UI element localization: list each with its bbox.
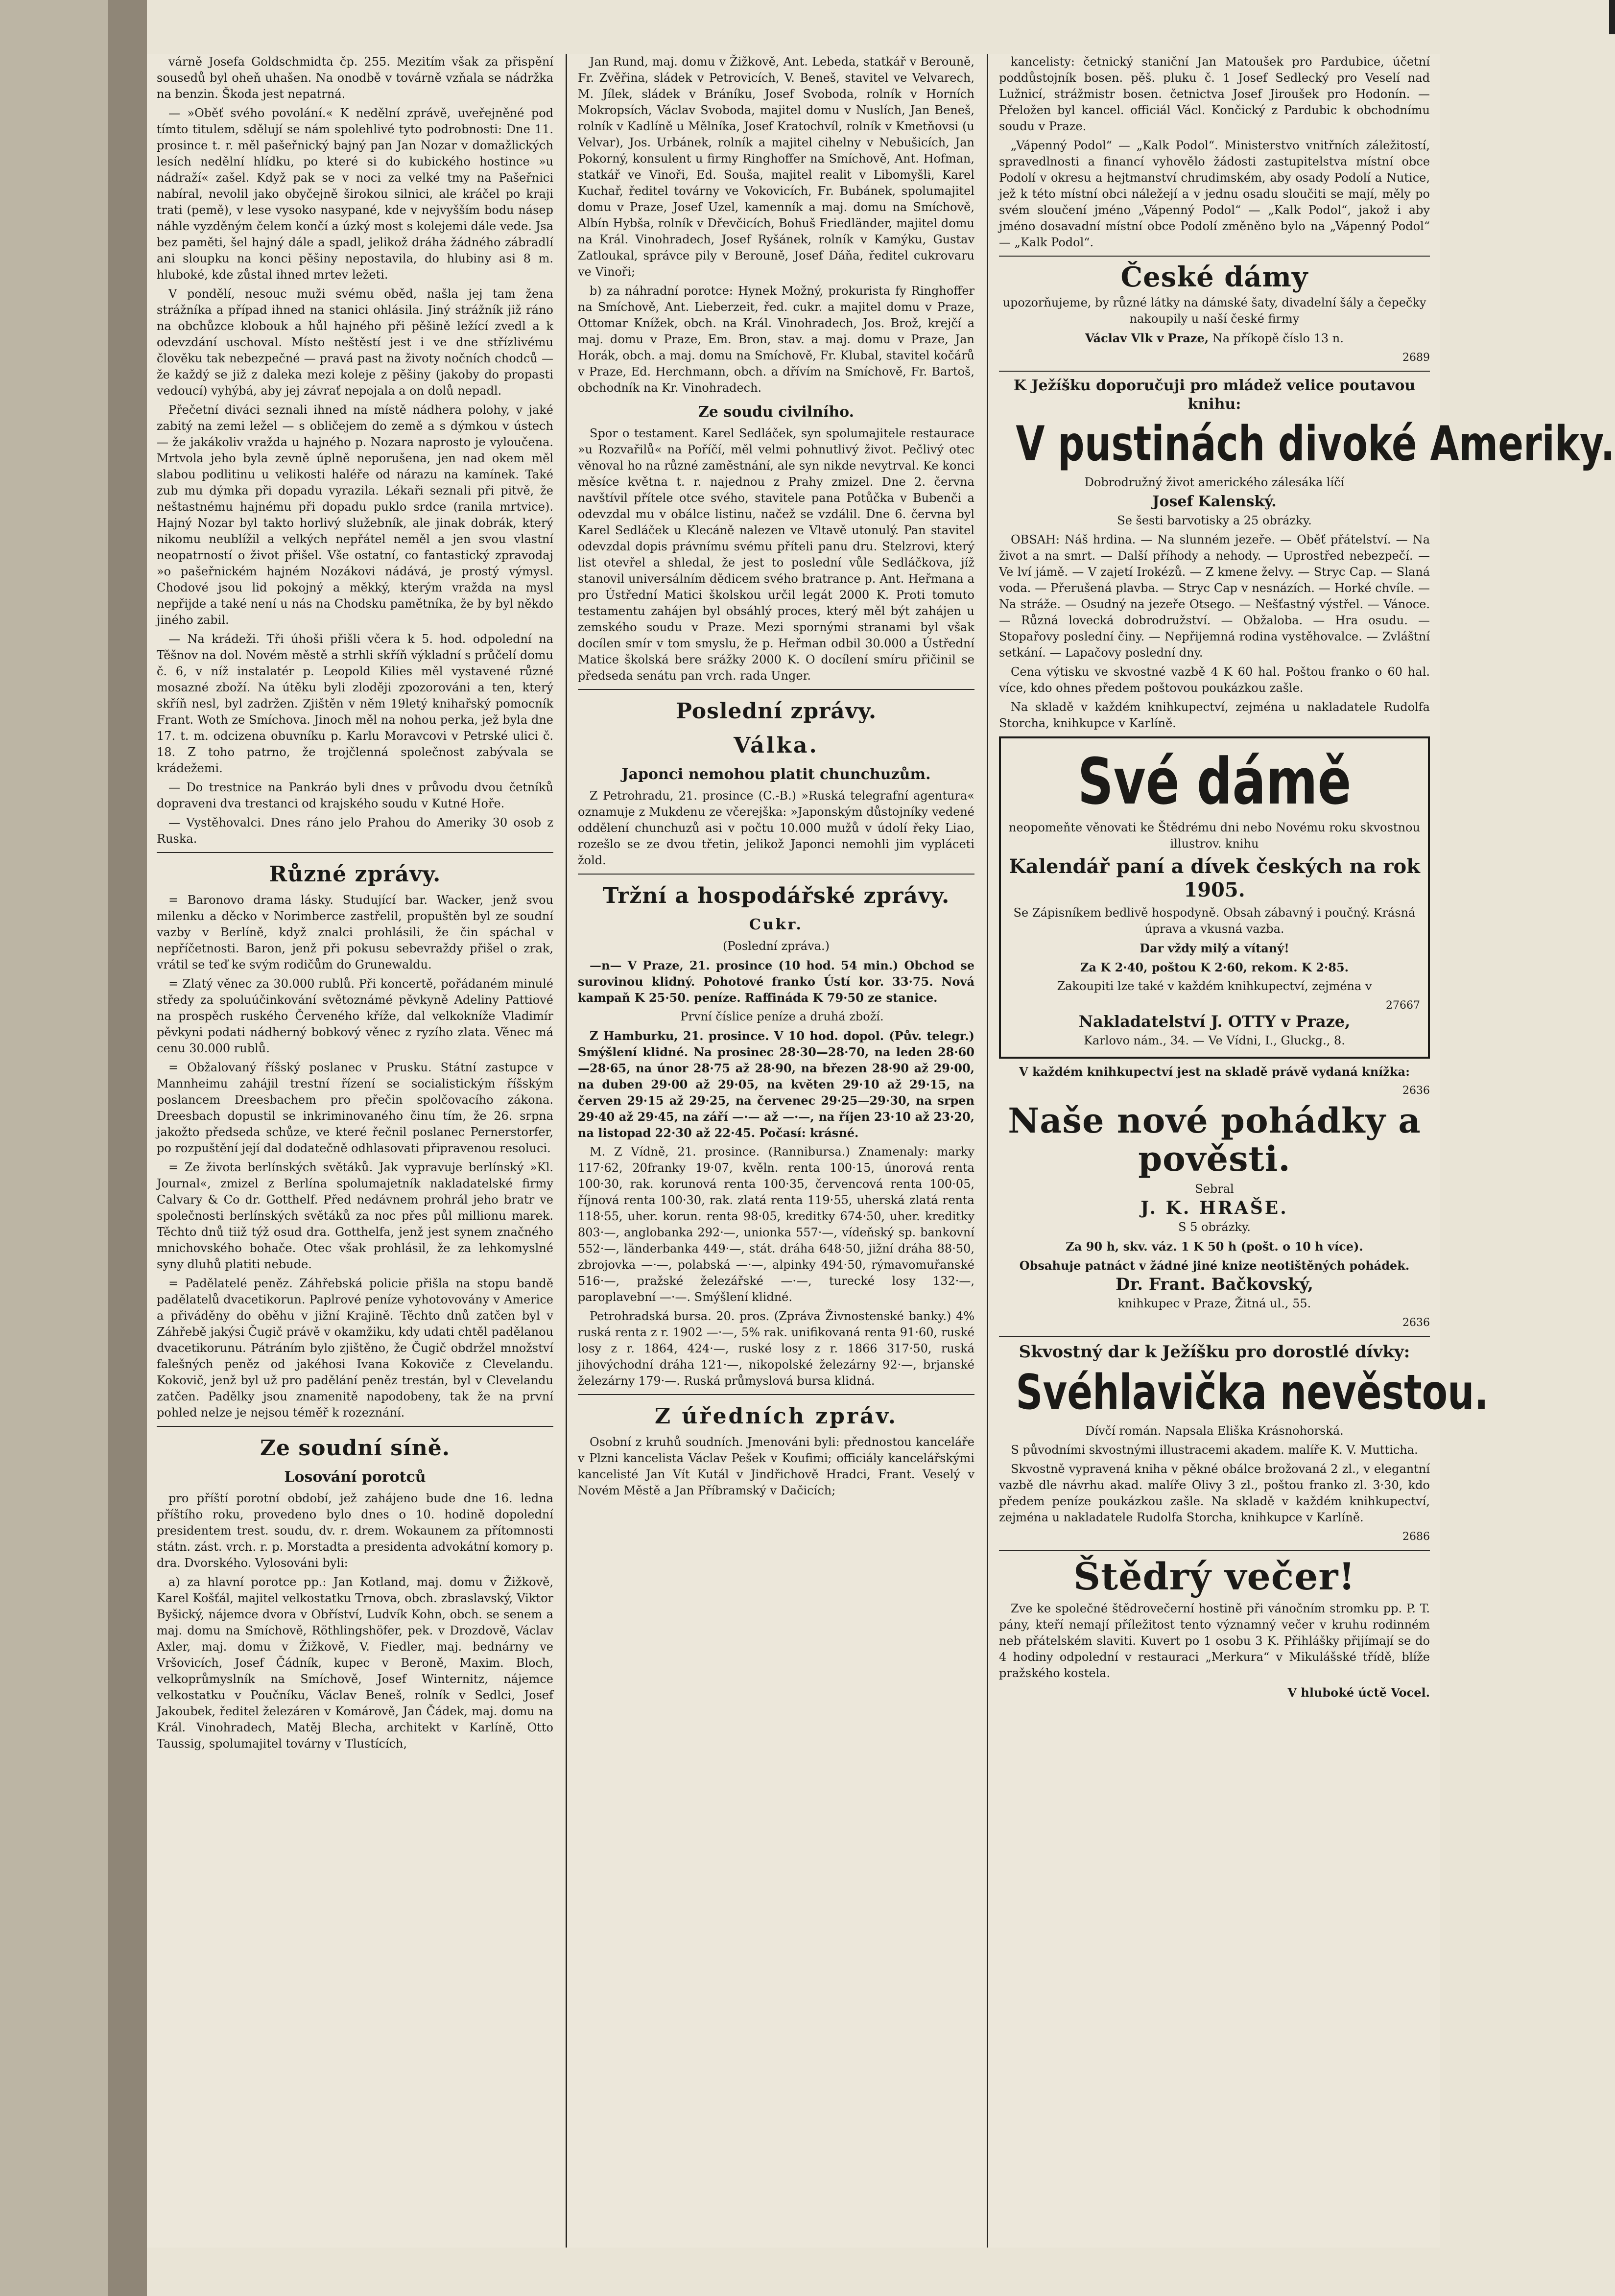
section-rule — [578, 689, 974, 690]
article-hamburk: Z Hamburku, 21. prosince. V 10 hod. dopol. (Pův. telegr.) Smýšlení klidné. Na prosinec 28·30—28·70, na leden 28·60—28·65, na únor 28·75 až 28·90, na březen 28·90 až 29·00, na duben 29·00 až 29·05, na květen 29·10 až 29·15, na červen 29·15 až 29·25, na červenec 29·25—29·30, na srpen 29·40 až 29·45, na září —·— až —·—, na říjen 23·10 až 23·20, na listopad 22·30 až 22·45. Počasí: krásné. — [578, 1029, 974, 1140]
book-binding — [0, 0, 147, 2296]
ad-number: 2689 — [1402, 352, 1430, 364]
ad-ceske-damy — [999, 261, 1430, 366]
ad-stedry-vecer — [999, 1556, 1430, 1701]
ad-pustiny-title: V pustinách divoké Ameriky. — [1016, 416, 1615, 472]
ad-sve-dame-gift: Dar vždy milý a vítaný! — [1140, 941, 1289, 955]
ad-svehlavicka-head: Skvostný dar k Ježíšku pro dorostlé dívky: — [1019, 1342, 1410, 1362]
heading-valka: Válka. — [734, 733, 819, 758]
article-fire: várně Josefa Goldschmidta čp. 255. Mezitím však za přispění sousedů byl oheň uhašen. Na onodbě v továrně vzňala se nádržka na benzin. Škoda jest nepatrná. — [157, 55, 553, 101]
article-nahradni: b) za náhradní porotce: Hynek Možný, prokurista fy Ringhoffer na Smíchově, Ant. Lieberzeit, řed. cukr. a majitel domu v Praze, Ottomar Knížek, obch. na Král. Vinohradech, Jos. Brož, krejčí a maj. domu v Praze, Em. Bron, stav. a maj. domu v Praze, Jan Horák, obch. a maj. domu na Smíchově, Fr. Klubal, stavitel kočárů v Praze, Ed. Herchmann, obch. a dřívím na Smíchově, Fr. Bartoš, obchodník na Kr. Vinohradech. — [578, 284, 974, 395]
article-testament: Spor o testament. Karel Sedláček, syn spolumajitele restaurace »u Rozvařilů« na Poříčí, měl velmi pohnutlivý život. Pečlivý otec věnoval ho na různé zaměstnání, ale syn nikde nevytrval. Ke konci měsíce května t. r. najednou z Prahy zmizel. Dne 2. června navštívil přítele otce svého, stavitele pana Potůčka v Bubenči a odevzdal mu v obálce listinu, načež se vzdálil. Dne 6. června byl Karel Sedláček u Klecáně nalezen ve Vltavě utonulý. Pan stavitel odevzdal dopis právnímu svému příteli panu dru. Stelzrovi, který list otevřel a shledal, že jest to poslední vůle Sedláčkova, jíž stanovil universálním dědicem svého bratrance p. Ant. Heřmana a pro Ústřední Matici školskou určil legát 2000 K. Proti tomuto testamentu zahájen byl obsáhlý proces, který měl být zahájen u zemského soudu v Praze. Mezi spornými stranami byl však docílen smír v tom smyslu, že p. Heřman odbil 30.000 a Ústřední Matice školská bere srážky 2000 K. O docílení smíru přičinil se předseda senátu pan vrch. rada Unger. — [578, 426, 974, 683]
ad-number: 2636 — [1402, 1085, 1430, 1097]
article-berlin: = Ze života berlínských světáků. Jak vypravuje berlínský »Kl. Journal«, zmizel z Berlína spolumajetník nakladatelské firmy Calvary & Co dr. Gotthelf. Před nedávnem prohrál jeho bratr ve společnosti berlínských světáků za noc přes půl millionu marek. Těchto dnů tiiž týž osud dra. Gotthelfa, jenž jest synem značného mnichovského bohače. Otec však prohlásil, že za lehkomyslné syny dluhů platiti nebude. — [157, 1160, 553, 1271]
ad-pustiny-head: K Ježíšku doporučuji pro mládež velice poutavou knihu: — [1013, 377, 1416, 413]
article-porotci-cont: Jan Rund, maj. domu v Žižkově, Ant. Lebeda, statkář v Berouně, Fr. Zvěřina, sládek v Petrovicích, V. Beneš, stavitel ve Velvarech, M. Jílek, sládek v Bráníku, Josef Svoboda, rolník v Horních Mokropsích, Václav Svoboda, majitel domu v Nuslích, Jan Beneš, rolník v Kadlíně u Mělníka, Josef Kratochvíl, rolník v Kmetňovsi (u Velvar), Jos. Urbánek, rolník a majitel cihelny v Nebušicích, Jan Pokorný, konsulent u firmy Ringhoffer na Smíchově, Ant. Hofman, statkář ve Vinoři, Ed. Souša, majitel realit v Libomyšli, Karel Kuchař, ředitel továrny ve Vokovicích, Fr. Bubánek, spolumajitel domu v Praze, Josef Uzel, kamenník a maj. domu na Smíchově, Albín Hybša, rolník v Dřevčicích, Bohuš Friedländer, majitel domu na Král. Vinohradech, Josef Ryšánek, rolník v Kamýku, Gustav Zatloukal, správce pily v Berouně, Josef Dáňa, ředitel cukrovaru ve Vinoři; — [578, 55, 974, 279]
column-1 — [157, 54, 553, 2248]
ad-sve-dame-price: Za K 2·40, poštou K 2·60, rekom. K 2·85. — [1080, 960, 1349, 974]
heading-japonci: Japonci nemohou platit chunchuzům. — [621, 766, 931, 783]
ad-ceske-damy-firm: Václav Vlk v Praze, — [1085, 331, 1209, 345]
ad-stedry-vecer-text: Zve ke společné štědrovečerní hostině při vánočním stromku pp. P. T. pány, kteří nemají příležitost tento významný večer v kruhu rodinném neb přátelském slaviti. Kuvert po 1 osobu 3 K. Přihlášky přijímají se do 4 hodiny odpolední v restauraci „Merkura“ v Mikulášské třídě, blíže pražského kostela. — [999, 1602, 1430, 1680]
article-padelatele: = Padělatelé peněz. Záhřebská policie přišla na stopu bandě padělatelů dvacetikorun. Paplrové peníze vyhotovovány v Americe a přiváděny do oběhu v jižní Krajině. Těchto dnů zatčen byl v Záhřebě jakýsi Čugič právě v okamžiku, kdy udati chtěl padělanou dvacetikorunu. Pátráním bylo zjištěno, že Čugič obdržel množství falešných peněz od jakéhosi Ivana Kokoviče z Clevelandu. Kokovič, jenž byl už pro padělání peněz trestán, byl v Clevelandu zatčen. Padělky jsou znamenitě napodobeny, tak že na první pohled nelze je nejsou téměř k rozeznání. — [157, 1277, 553, 1420]
cukr-subheading: (Poslední zpráva.) — [723, 939, 830, 953]
ad-pustiny-price: Cena výtisku ve skvostné vazbě 4 K 60 hal. Poštou franko o 60 hal. více, kdo ohnes předem poštovou poukázkou zašle. — [999, 665, 1430, 695]
article-osobni: Osobní z kruhů soudních. Jmenováni byli: přednostou kanceláře v Plzni kancelista Václav Pešek v Koufimi; officiály kancelářskými kancelisté Jan Vít Kutál v Jindřichově Hradci, Frant. Veselý v Novém Městě a Jan Příbramský v Dačicích; — [578, 1435, 974, 1497]
section-rule — [999, 256, 1430, 257]
heading-posledni-zpravy: Poslední zprávy. — [675, 699, 877, 724]
article-obet: — »Oběť svého povolání.« K nedělní zprávě, uveřejněné pod tímto titulem, sdělují se nám spolehlivé tyto podrobnosti: Dne 11. prosince t. r. měl pašeřnický bajný pan Jan Nozar v domažlických lesích nedělní hlídku, po které si do kubického hostince »u nádraží« zašel. Když pak se v noci za velké tmy na Pašeřnici nabíral, nevolil jako obyčejně širokou silnici, ale kráčel po kraji trati (pemě), v lese vysoko nasypané, kde v nejvyšším bodu násep náhle vyzděným čelem končí a úzký most s kolejemi dále vede. Jsa bez paměti, šel hajný dále a spadl, jelikož dráha žádného zábradlí ani sloupku na konci pěšiny nepostavila, do hlubiny asi 8 m. hluboké, kde zůstal ihned mrtev ležeti. — [157, 106, 553, 282]
article-vystehovalci: — Vystěhovalci. Dnes ráno jelo Prahou do Ameriky 30 osob z Ruska. — [157, 816, 553, 846]
article-poslanec: = Obžalovaný říšský poslanec v Prusku. Státní zastupce v Mannheimu zahájil trestní řízení se socialistickým říšským poslancem Dreesbachem pro přečin spolčovacího zákona. Dreesbach dopustil se inkriminovaného činu tím, že 26. srpna jakožto předseda schůze, ve které řečnil poslanec Pernerstorfer, po rozpuštění její dal dodatečně odhlasovati připravenou resoluci. — [157, 1061, 553, 1155]
ad-svehlavicka-text: Skvostně vypravená kniha v pěkné obálce brožovaná 2 zl., v elegantní vazbě dle návrhu akad. malíře Olivy 3 zl., poštou franko zl. 3·30, kdo předem peníze poukázkou zašle. Na skladě v každém knihkupectví, zejména u nakladatele Rudolfa Storcha, knihkupce v Karlíně. — [999, 1462, 1430, 1524]
ad-pustiny — [999, 377, 1615, 732]
ad-svehlavicka-sub: Dívčí román. Napsala Eliška Krásnohorská. — [1085, 1424, 1344, 1438]
ad-number: 2636 — [1402, 1317, 1430, 1329]
section-rule — [157, 1426, 553, 1427]
ad-pohadky-content: Obsahuje patnáct v žádné jiné knize neotištěných pohádek. — [1019, 1258, 1410, 1273]
ad-pustiny-author: Josef Kalenský. — [1152, 493, 1277, 510]
article-porotci: a) za hlavní porotce pp.: Jan Kotland, maj. domu v Žižkově, Karel Košťál, majitel velkostatku Trnova, obch. zbraslavský, Viktor Byšický, nájemce dvora v Obříství, Ludvík Kohn, obch. se senem a maj. domu na Smíchově, Röthlingshöfer, pek. v Drozdově, Václav Axler, maj. domu v Žižkově, V. Fiedler, maj. bednárny ve Vršovicích, Josef Čádník, kupec v Beroně, Maxim. Bloch, velkoprůmyslník na Smíchově, Josef Winternitz, nájemce velkostatku v Poučníku, Václav Beneš, rolník v Sedlci, Josef Jakoubek, ředitel železáren v Komárově, Jan Čádek, maj. domu na Král. Vinohradech, Matěj Blecha, architekt v Karlíně, Otto Taussig, spolumajitel továrny v Tlustících, — [157, 1575, 553, 1751]
article-obet-cont: V pondělí, nesouc muži svému oběd, našla jej tam žena strážníka a případ ihned na stanici ohlásila. Jiný strážník již ráno na obchůzce klobouk a hůl hajného při pěšině ležící zvedl a k odevzdání uschoval. Místo neštěstí jest i ve dne střízlivému člověku tak nebezpečné — pravá past na životy nočních chodců — že každý se již z daleka mezi koleje z pěšiny (jakoby do propasti vedoucí) vyhýbá, aby jej závrať nepojala a on dolů nepadl. — [157, 287, 553, 398]
ad-pohadky-head: V každém knihkupectví jest na skladě právě vydaná knížka: — [1019, 1065, 1410, 1079]
ad-pohadky — [999, 1064, 1430, 1331]
heading-civilni: Ze soudu civilního. — [698, 403, 855, 421]
article-petrohrad: Z Petrohradu, 21. prosince (C.-B.) »Ruská telegrafní agentura« oznamuje z Mukdenu ze včerejška: »Japonským důstojníky vedené oddělení chunchuzů asi v počtu 10.000 mužů v údolí řeky Liao, rozešlo se ze dvou třetin, jelikož Japonci nemohli jim vypláceti žold. — [578, 789, 974, 867]
article-cukr-praha: —n— V Praze, 21. prosince (10 hod. 54 min.) Obchod se surovinou klidný. Pohotové franko Ústí kor. 33·75. Nová kampaň K 25·50. peníze. Raffináda K 79·50 ze stanice. — [578, 958, 974, 1005]
ad-ceske-damy-text: upozorňujeme, by různé látky na dámské šaty, divadelní šály a čepečky nakoupily u naší české firmy — [1002, 296, 1426, 326]
ad-pohadky-author: J. K. HRAŠE. — [1140, 1198, 1288, 1218]
article-baron: = Baronovo drama lásky. Studující bar. Wacker, jenž svou milenku a děcko v Norimberce zastřelil, propuštěn byl ze soudní vazby v Berlíně, když znalci prohlásili, že čin spáchal v nepříčetnosti. Baron, jenž při pokusu sebevraždy přišel o zrak, vrátil se teď ke svým rodičům do Grunewaldu. — [157, 893, 553, 971]
heading-uradnich: Z úředních zpráv. — [654, 1404, 898, 1429]
ad-stedry-vecer-sign: V hluboké úctě Vocel. — [1287, 1685, 1430, 1700]
article-viden: M. Z Vídně, 21. prosince. (Rannibursa.) Znamenaly: marky 117·62, 20franky 19·07, kvěln. renta 100·15, únorová renta 100·30, rak. korunová renta 100·35, červencová renta 100·05, říjnová renta 100·30, rak. zlatá renta 119·55, uherská zlatá renta 118·55, uher. korun. renta 98·05, kreditky 674·50, uher. kreditky 803·—, anglobanka 292·—, unionka 557·—, vídeňský sp. bankovní 552·—, länderbanka 449·—, stát. dráha 648·50, jižní dráha 88·50, zbrojovka —·—, polabská —·—, alpinky 494·50, rýmavomuřanské 516·—, pražské železářské —·—, turecké losy 132·—, paroplavební —·—. Smýšlení klidné. — [578, 1145, 974, 1304]
binding-shadow — [108, 0, 147, 2296]
ad-sve-dame-text2: Se Zápisníkem bedlivě hospodyně. Obsah zábavný i poučný. Krásná úprava a vkusná vazba. — [1013, 906, 1416, 936]
article-pankrac: — Do trestnice na Pankráo byli dnes v průvodu dvou četníků dopraveni dva trestanci od krajského soudu v Kutné Hoře. — [157, 781, 553, 810]
heading-ruzne-zpravy: Různé zprávy. — [269, 862, 441, 887]
article-kradez: — Na krádeži. Tři úhoši přišli včera k 5. hod. odpolední na Těšnov na dol. Novém městě a strhli skříň výkladní s průčelí domu č. 6, v níž instalatér p. Leopold Kilies měl vystavené různé mosazné zboží. Na útěku byli zloději zpozorováni a ten, který skříň nesl, byl zadržen. Zjištěn v něm 19letý knihařský pomocník Frant. Woth ze Smíchova. Jinoch měl na nohou perka, jež byla dne 17. t. m. odcizena obuvníku p. Karlu Moravcovi v Petrské ulici č. 18. Z toho patrno, že trojčlenná společnost zabývala se krádežemi. — [157, 632, 553, 775]
column-3 — [999, 54, 1615, 2248]
ad-svehlavicka-ill: S původními skvostnými illustracemi akadem. malíře K. V. Mutticha. — [1011, 1443, 1418, 1457]
column-2 — [578, 54, 974, 2248]
ad-ceske-damy-addr: Na příkopě číslo 13 n. — [1212, 331, 1344, 345]
article-losovani: pro příští porotní období, jež zahájeno bude dne 16. ledna příštího roku, provedeno bylo dnes o 10. hodině dopolední presidentem trest. soudu, dv. r. drem. Wokaunem za přítomnosti státn. zást. vrch. r. p. Morstadta a presidenta advokátní komory p. dra. Dvorského. Vylosováni byli: — [157, 1491, 553, 1570]
ad-pohadky-sebral: Sebral — [1195, 1182, 1234, 1196]
ad-number: 2686 — [1402, 1531, 1430, 1543]
ad-svehlavicka — [999, 1342, 1489, 1545]
ad-pohadky-title: Naše nové pohádky a pověsti. — [1008, 1100, 1421, 1179]
article-vapenny-podol: „Vápenný Podol“ — „Kalk Podol“. Ministerstvo vnitřních záležitostí, spravedlnosti a financí vyhovělo žádosti zastupitelstva místní obce Podolí v okresu a hejtmanství chrudimském, aby osady Podolí a Nutice, jež k této místní obci náležejí a v jednu osadu sloučiti se mají, měly po svém sloučení jméno „Vápenný Podol“ — „Kalk Podol“, jakož i aby jméno dosavadní místní obce Podolí změněno bylo na „Vápenný Podol“ — „Kalk Podol“. — [999, 139, 1430, 249]
ad-pohadky-pics: S 5 obrázky. — [1178, 1220, 1251, 1234]
section-rule — [578, 1394, 974, 1395]
ad-pohadky-pubaddr: knihkupec v Praze, Žitná ul., 55. — [1117, 1297, 1311, 1310]
ad-pohadky-publisher: Dr. Frant. Bačkovský, — [1115, 1275, 1314, 1294]
ad-sve-dame-calendar: Kalendář paní a dívek českých na rok 1905. — [1009, 855, 1420, 901]
newspaper-page — [147, 54, 1615, 2248]
ad-pustiny-sub: Dobrodružný život amerického zálesáka líčí — [1084, 475, 1345, 489]
ad-sve-dame-publisher: Nakladatelství J. OTTY v Praze, — [1078, 1012, 1351, 1031]
article-obet-cont2: Přečetní diváci seznali ihned na místě nádhera polohy, v jaké zabitý na zemi ležel — s obličejem do země a s dýmkou v ústech — že jakákoliv vražda u hajného p. Nozara naprosto je vyloučena. Mrtvola jeho byla zevně úplně neporušena, jen nad okem měl slabou podlitinu u velikosti haléře od nárazu na kamínek. Také zub mu dýmka při dopadu vyrazila. Lékaři seznali při pitvě, že neštastnému hajnému při dopadu puklo srdce (ranila mrtvice). Hajný Nozar byl takto horlivý služebník, ale jinak dobrák, který nikomu neublížil a velkých nepřátel neměl a jen svou vlastní neopatrností o život přišel. Vše ostatní, co fantastický zpravodaj »o pašeřnickém hajném Nozákovi nádává, je prostý výmysl. Chodové jsou lid pokojný a měkký, kterým vražda na mysl nepřijde a také není u nás na Chodsku pamětníka, že by byl někdo jiného zabil. — [157, 403, 553, 627]
column-rule — [987, 54, 988, 2248]
ad-ceske-damy-title: České dámy — [1120, 261, 1308, 293]
section-rule — [999, 1336, 1430, 1337]
ad-pohadky-price: Za 90 h, skv. váz. 1 K 50 h (pošt. o 10 h více). — [1066, 1239, 1363, 1254]
page-corner-mark — [1609, 0, 1615, 34]
ad-number: 27667 — [1386, 999, 1420, 1012]
ad-sve-dame — [999, 736, 1430, 1059]
ad-sve-dame-addr: Karlovo nám., 34. — Ve Vídni, I., Gluckg., 8. — [1084, 1034, 1345, 1047]
section-rule — [157, 852, 553, 853]
article-petrohrad-bursa: Petrohradská bursa. 20. pros. (Zpráva Živnostenské banky.) 4% ruská renta z r. 1902 —·—, 5% rak. unifikovaná renta 91·60, ruské losy z r. 1864, 424·—, ruské losy z r. 1866 317·50, ruská jihovýchodní dráha 121·—, nikopolské železárny 92·—, brjanské železárny 179·—. Ruská průmyslová bursa klidná. — [578, 1309, 974, 1388]
ad-svehlavicka-title: Svéhlavička nevěstou. — [1016, 1365, 1489, 1420]
heading-cukr: Cukr. — [749, 916, 803, 933]
ad-sve-dame-order: Zakoupiti lze také v každém knihkupectví, zejména v — [1057, 979, 1372, 993]
ad-pustiny-obsah: OBSAH: Náš hrdina. — Na slunném jezeře. — Oběť přátelství. — Na život a na smrt. — Další příhody a nehody. — Uprostřed nebezpečí. — Ve lví jámě. — V zajetí Irokézů. — Z kmene želvy. — Stryc Cap. — Slaná voda. — Přerušená plavba. — Stryc Cap v nesnázích. — Horké chvíle. — Na stráže. — Osudný na jezeře Otsego. — Nešťastný výstřel. — Vánoce. — Různá lovecká dobrodružství. — Obžaloba. — Hra osudu. — Stopařovy poslední činy. — Nepřijemná rodina vystěhovalce. — Zvláštní setkání. — Lapačovy poslední dny. — [999, 533, 1430, 660]
ad-pustiny-store: Na skladě v každém knihkupectví, zejména u nakladatele Rudolfa Storcha, knihkupce v Karlíně. — [999, 700, 1430, 730]
article-kancelisty: kancelisty: četnický staniční Jan Matoušek pro Pardubice, účetní poddůstojník bosen. pěš. pluku č. 1 Josef Sedlecký pro Veselí nad Lužnicí, strážmistr bosen. četnictva Josef Jiroušek pro Hodonín. — Přeložen byl kancel. officiál Václ. Končický z Pardubic k obchodnímu soudu v Praze. — [999, 55, 1430, 133]
article-venec: = Zlatý věnec za 30.000 rublů. Při koncertě, pořádaném minulé středy za spoluúčinkování světoznámé pěvkyně Adeliny Pattiové na prospěch ruského Červeného kříže, dal velkokníže Vladimír pěvkyni podati nádherný bobkový věnec z ryzího zlata. Věnec má cenu 30.000 rublů. — [157, 977, 553, 1055]
heading-losovani: Losování porotců — [284, 1468, 426, 1486]
column-rule — [566, 54, 567, 2248]
ad-sve-dame-text1: neopomeňte věnovati ke Štědrému dni nebo Novému roku skvostnou illustrov. knihu — [1009, 821, 1420, 851]
section-rule — [999, 371, 1430, 372]
heading-trzni: Tržní a hospodářské zprávy. — [602, 883, 950, 908]
ad-sve-dame-title: Své dámě — [1077, 744, 1352, 819]
note-cislice: První číslice peníze a druhá zboží. — [680, 1010, 884, 1023]
ad-stedry-vecer-title: Štědrý večer! — [1073, 1555, 1355, 1598]
section-rule — [999, 1550, 1430, 1551]
ad-pustiny-pics: Se šesti barvotisky a 25 obrázky. — [1117, 514, 1312, 527]
section-rule — [578, 874, 974, 875]
heading-soudni-sin: Ze soudní síně. — [260, 1436, 451, 1461]
